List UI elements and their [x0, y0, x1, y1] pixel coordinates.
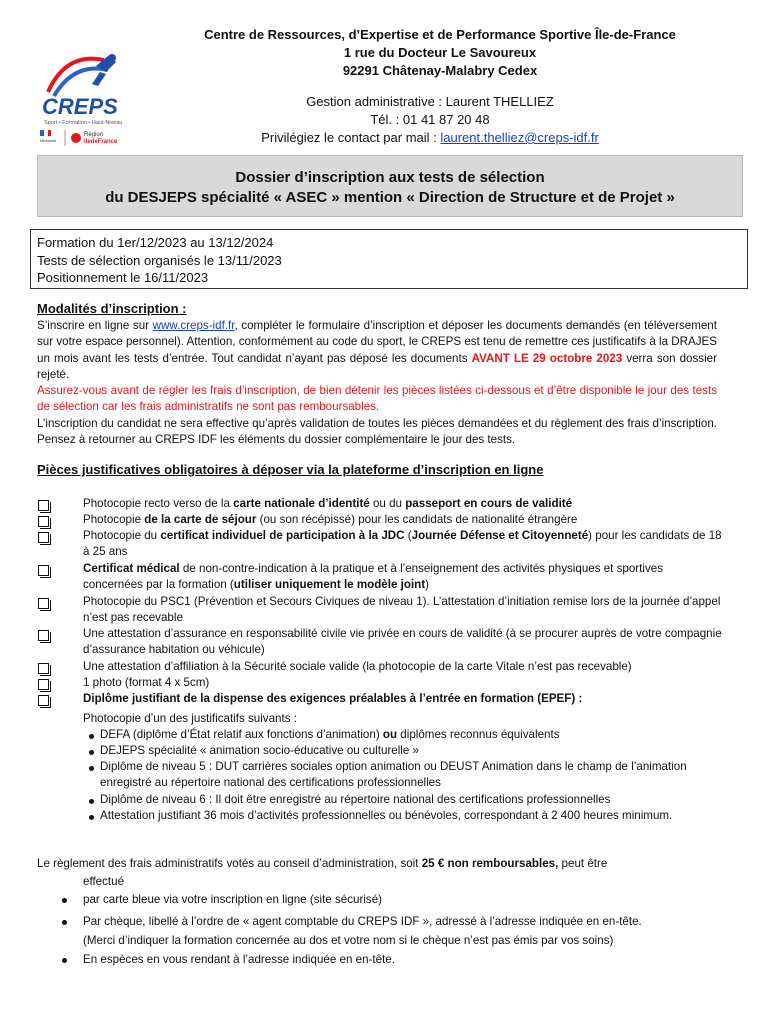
item-psc1: Photocopie du PSC1 (Prévention et Secours Civiques de niveau 1). L’attestation d’initiation remise lors de la journée d’appel n’est pas recevable: [83, 595, 721, 625]
positioning-date: Positionnement le 16/11/2023: [37, 270, 209, 285]
epef-option-experience: Attestation justifiant 36 mois d’activités professionnelles ou bénévoles, correspondant à 2 400 heures minimum.: [100, 809, 673, 822]
creps-logo: [36, 50, 142, 150]
bullet: [62, 898, 67, 903]
contact-name: Gestion administrative : Laurent THELLIEZ: [306, 94, 554, 109]
deadline-highlight: AVANT LE 29 octobre 2023: [471, 351, 623, 365]
pieces-heading: Pièces justificatives obligatoires à déposer via la plateforme d’inscription en ligne: [37, 462, 544, 477]
payment-cash: En espèces en vous rendant à l’adresse indiquée en en-tête.: [83, 953, 395, 966]
test-date: Tests de sélection organisés le 13/11/2023: [37, 252, 282, 268]
payment-card: par carte bleue via votre inscription en ligne (site sécurisé): [83, 893, 383, 906]
item-assurance: Une attestation d’assurance en responsabilité civile vie privée en cours de validité (à se procurer auprès de votre compagnie d’assurance habitation ou véhicule): [83, 627, 722, 657]
creps-logo-graphic: [36, 50, 142, 150]
logo-tagline: Sport • Formation • Haut-Niveau: [44, 120, 123, 126]
checkbox-cni[interactable]: [38, 500, 49, 511]
p1-text-b: , compléter le formulaire d’inscription et déposer les documents demandés (en téléversement sur votre espace personnel). Attention, conformément au code du sport, le CREPS est tenu de remettre ces justificatifs à la DRAJES un mois avant les tests d’entrée. Tout candidat n’ayant pas déposé les documents: [37, 319, 717, 365]
modalites-paragraph-1: [37, 318, 717, 384]
item-cni: Photocopie recto verso de la carte nationale d’identité ou du passeport en cours de validité: [83, 497, 573, 510]
logo-partner-idf: îledeFrance: [84, 139, 118, 145]
checkbox-secu[interactable]: [38, 663, 49, 674]
item-securite-sociale: Une attestation d’affiliation à la Sécurité sociale valide (la photocopie de la carte Vitale n’est pas recevable): [83, 660, 632, 673]
bullet: [89, 734, 94, 739]
bullet: [89, 750, 94, 755]
contact-mail-label: Privilégiez le contact par mail :: [261, 130, 441, 145]
contact-phone: Tél. : 01 41 87 20 48: [370, 112, 490, 127]
checkbox-certificat[interactable]: [38, 565, 49, 576]
document-title-line2: du DESJEPS spécialité « ASEC » mention « Direction de Structure et de Projet »: [105, 189, 675, 206]
payment-cheque-note: (Merci d’indiquer la formation concernée au dos et votre nom si le chèque n’est pas émis par vos soins): [83, 934, 614, 947]
contact-mail-line: [220, 128, 640, 147]
reglement-intro: Le règlement des frais administratifs votés au conseil d’administration, soit 25 € non remboursables, peut être: [37, 857, 608, 870]
document-title-line1: Dossier d’inscription aux tests de sélection: [235, 169, 545, 186]
item-sejour: Photocopie de la carte de séjour (ou son récépissé) pour les candidats de nationalité étrangère: [83, 513, 578, 526]
document-title-box: [37, 155, 743, 217]
logo-partner-ministry: Ministère: [40, 138, 57, 143]
logo-partner-region: Région: [84, 132, 104, 138]
bullet: [89, 799, 94, 804]
checkbox-psc1[interactable]: [38, 598, 49, 609]
org-street: 1 rue du Docteur Le Savoureux: [343, 45, 537, 60]
creps-website-link[interactable]: www.creps-idf.fr: [152, 319, 235, 332]
modalites-warning: Assurez-vous avant de régler les frais d’inscription, de bien détenir les pièces listées ci-dessous et d’être disponible le jour des tests de sélection car les frais administratifs ne sont pas remboursables.: [37, 384, 717, 414]
checkbox-assurance[interactable]: [38, 630, 49, 641]
bullet: [89, 766, 94, 771]
modalites-heading: Modalités d’inscription :: [37, 301, 187, 316]
p1-text-c: verra son dossier rejeté.: [37, 351, 717, 382]
epef-option-defa: DEFA (diplôme d’État relatif aux fonctions d’animation) ou diplômes reconnus équivalents: [100, 728, 560, 741]
item-jdc: Photocopie du certificat individuel de participation à la JDC (Journée Défense et Citoyenneté) pour les candidats de 18 à 25 ans: [83, 529, 722, 559]
epef-intro: Photocopie d’un des justificatifs suivants :: [83, 712, 297, 725]
p1-text-a: S’inscrire en ligne sur: [37, 319, 153, 332]
item-certificat-medical: Certificat médical de non-contre-indication à la pratique et à l’enseignement des activités physiques et sportives concernées par la formation (utiliser uniquement le modèle joint): [83, 562, 664, 592]
checkbox-photo[interactable]: [38, 679, 49, 690]
reglement-intro-cont: effectué: [83, 875, 125, 888]
formation-dates: Formation du 1er/12/2023 au 13/12/2024: [37, 235, 274, 250]
modalites-paragraph-3: L’inscription du candidat ne sera effective qu’après validation de toutes les pièces demandées et du règlement des frais d’inscription. Pensez à retourner au CREPS IDF les éléments du dossier complémentaire le jour des tests.: [37, 417, 717, 447]
bullet: [62, 920, 67, 925]
checkbox-sejour[interactable]: [38, 516, 49, 527]
item-photo: 1 photo (format 4 x 5cm): [83, 676, 210, 689]
epef-option-niveau5: Diplôme de niveau 5 : DUT carrières sociales option animation ou DEUST Animation dans le champ de l’animation enregistré au répertoire national des certifications professionnelles: [100, 760, 687, 790]
epef-option-dejeps: DEJEPS spécialité « animation socio-éducative ou culturelle »: [100, 744, 419, 757]
org-name: Centre de Ressources, d’Expertise et de Performance Sportive Île-de-France: [204, 27, 676, 42]
checkbox-epef[interactable]: [38, 695, 49, 706]
epef-option-niveau6: Diplôme de niveau 6 : Il doit être enregistré au répertoire national des certifications professionnelles: [100, 793, 611, 806]
org-city: 92291 Châtenay-Malabry Cedex: [342, 63, 538, 78]
payment-cheque: Par chèque, libellé à l’ordre de « agent comptable du CREPS IDF », adressé à l’adresse indiquée en en-tête.: [83, 915, 642, 928]
item-diplome-epef: Diplôme justifiant de la dispense des exigences préalables à l’entrée en formation (EPEF) :: [83, 692, 583, 705]
logo-brand: CREPS: [42, 94, 118, 119]
contact-mail-link[interactable]: laurent.thelliez@creps-idf.fr: [440, 130, 599, 145]
dates-box: [30, 229, 748, 289]
checkbox-jdc[interactable]: [38, 532, 49, 543]
bullet: [62, 958, 67, 963]
bullet: [89, 815, 94, 820]
